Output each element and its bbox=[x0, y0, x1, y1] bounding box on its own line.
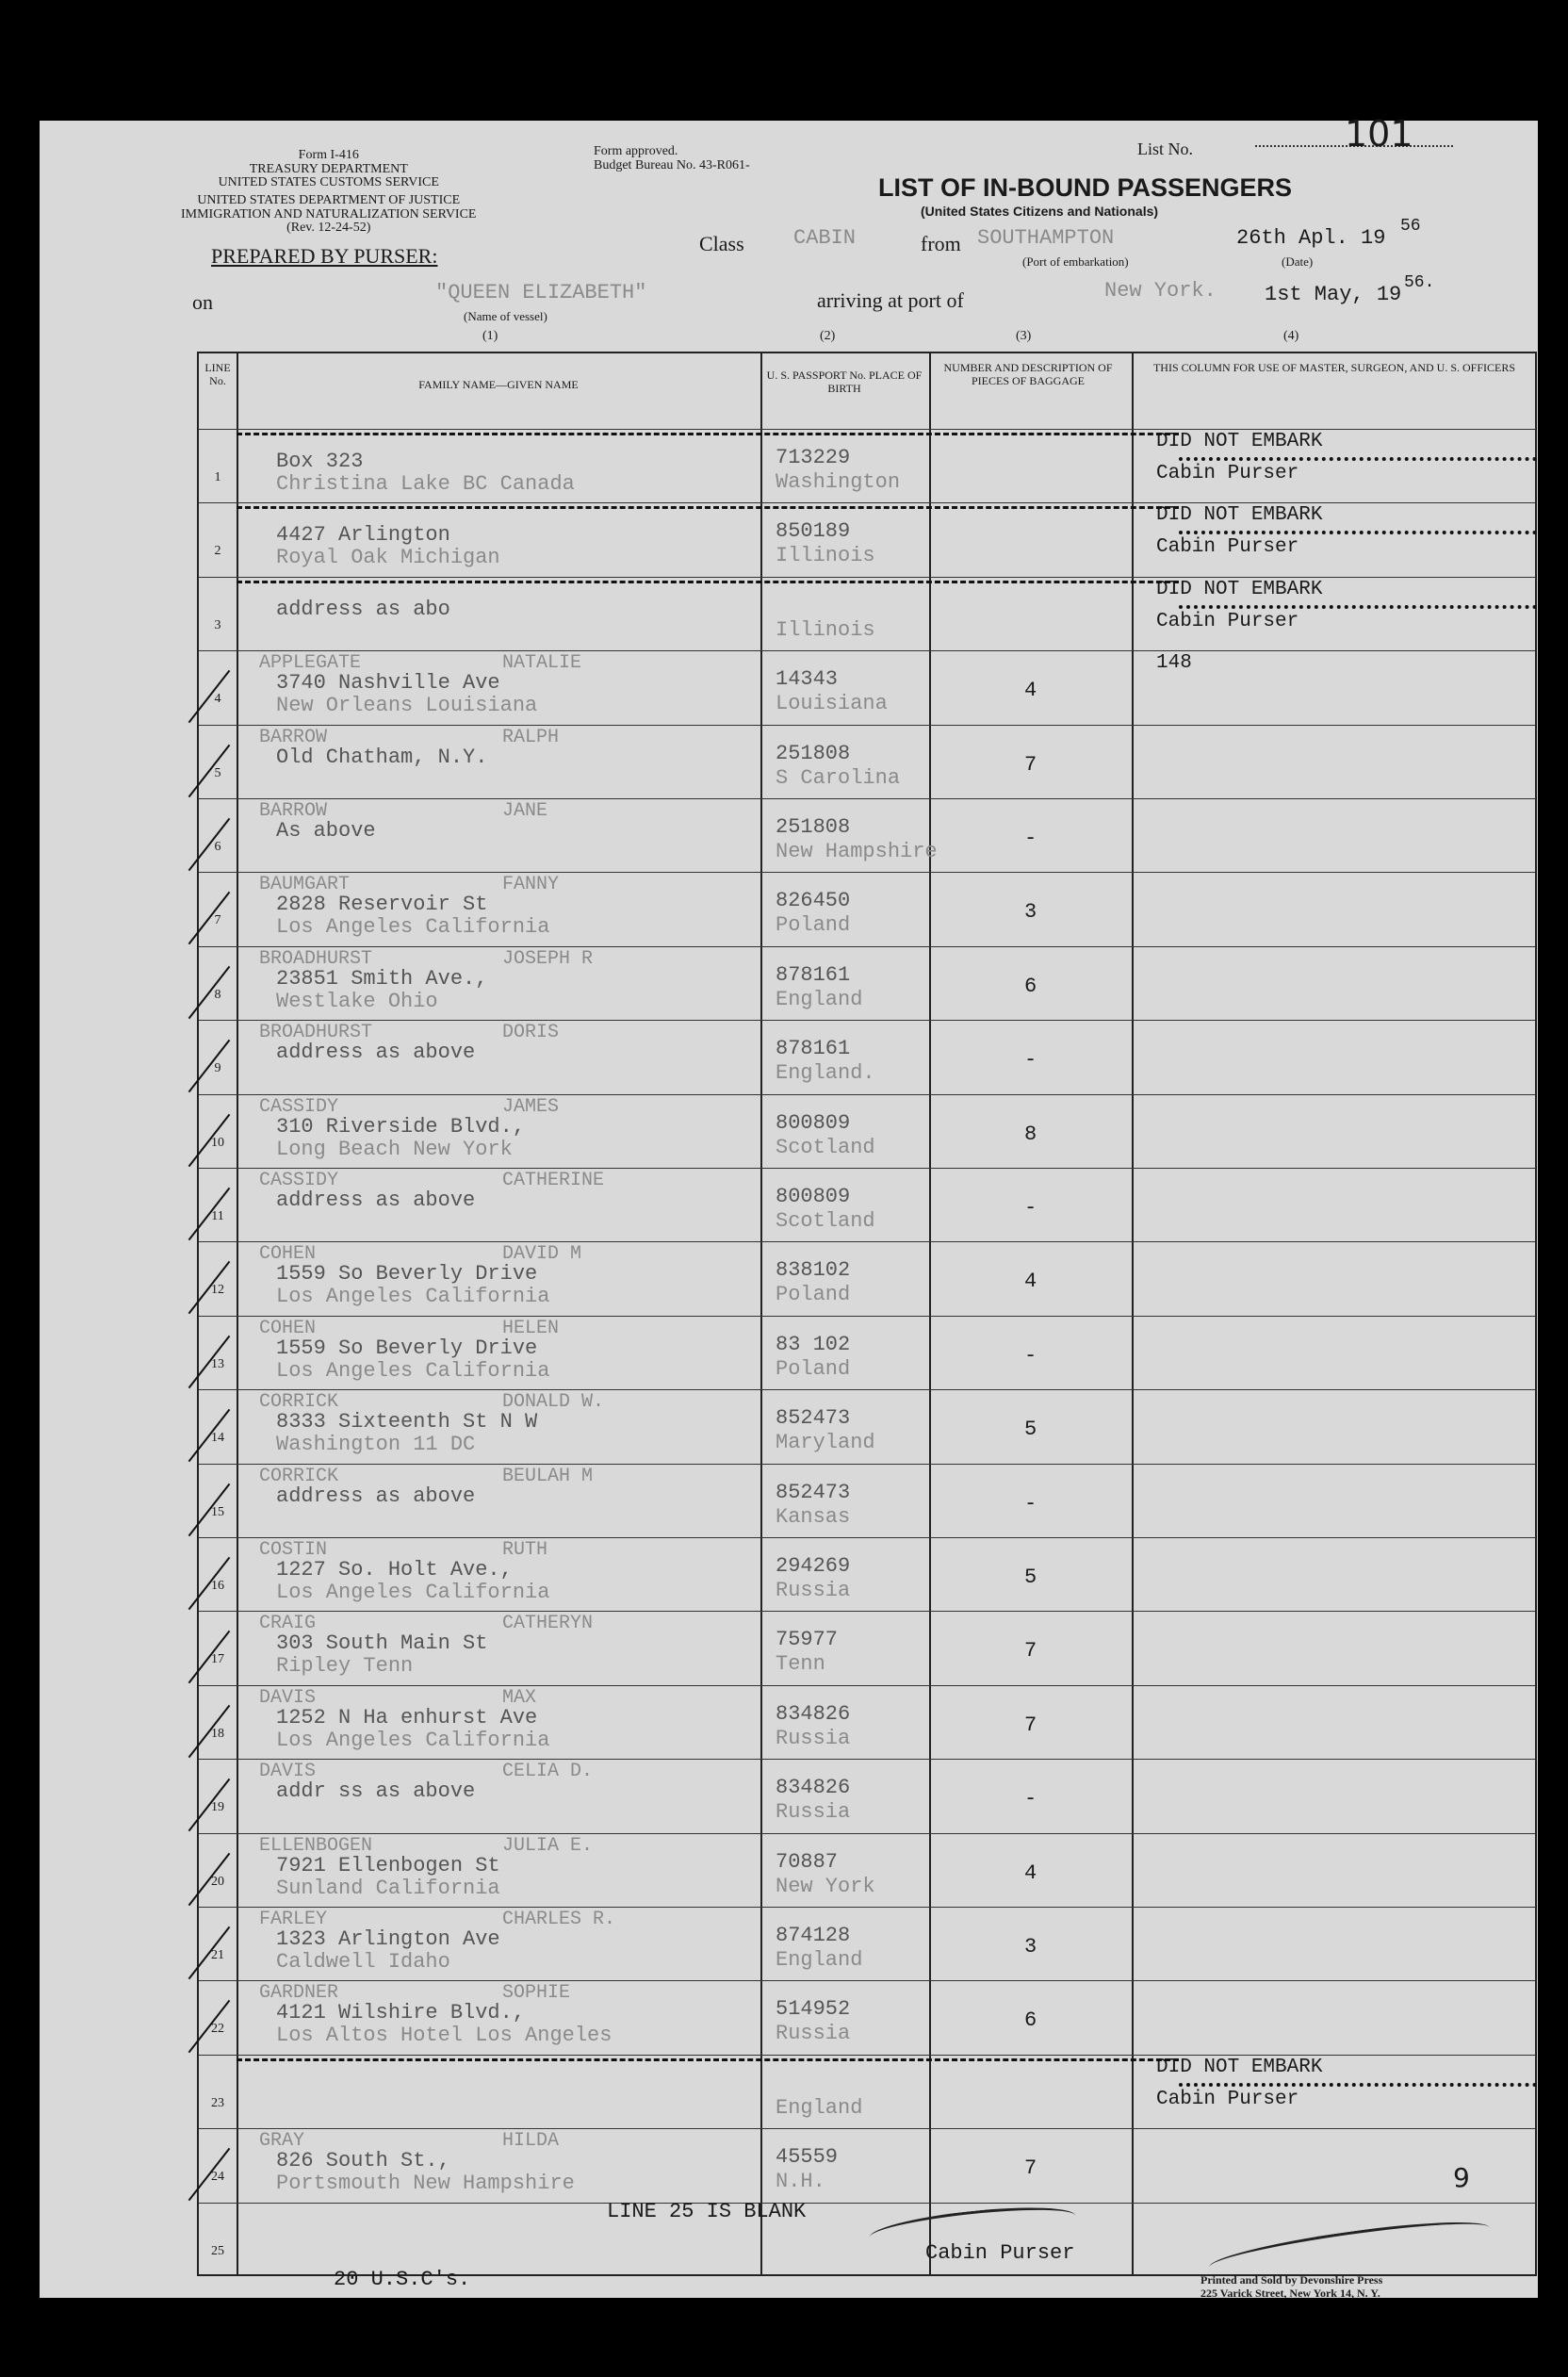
baggage-count: 5 bbox=[1024, 1566, 1037, 1589]
baggage-count: 7 bbox=[1024, 1639, 1037, 1664]
passenger-address: 310 Riverside Blvd., bbox=[276, 1114, 526, 1139]
place-of-birth: Tenn bbox=[776, 1652, 825, 1677]
passenger-city: Los Angeles California bbox=[276, 915, 550, 940]
passenger-address: address as above bbox=[276, 1041, 476, 1065]
passenger-given-name: DONALD W. bbox=[502, 1391, 605, 1414]
passenger-given-name: JULIA E. bbox=[502, 1834, 594, 1857]
on-label: on bbox=[192, 290, 213, 314]
line-number: 17 bbox=[211, 1652, 224, 1667]
line-number: 19 bbox=[211, 1800, 224, 1815]
baggage-count: 4 bbox=[1024, 1270, 1037, 1294]
passenger-given-name: DAVID M bbox=[502, 1243, 582, 1266]
column-divider bbox=[1132, 353, 1134, 2274]
row-rule bbox=[199, 1907, 1535, 1908]
row-rule bbox=[199, 798, 1535, 799]
row-rule bbox=[199, 1759, 1535, 1760]
passenger-given-name: JAMES bbox=[502, 1095, 560, 1118]
place-of-birth: New Hampshire bbox=[776, 840, 938, 863]
passenger-surname: CASSIDY bbox=[259, 1095, 339, 1118]
passenger-given-name: CATHERYN bbox=[502, 1613, 594, 1635]
passport-number: 834826 bbox=[776, 1701, 851, 1726]
officer-note: DID NOT EMBARK bbox=[1156, 2056, 1323, 2078]
row-rule bbox=[199, 1389, 1535, 1390]
strike-line bbox=[237, 506, 1179, 509]
strike-dots bbox=[1179, 457, 1537, 461]
passport-number: 826450 bbox=[776, 889, 851, 913]
column-number-4: (4) bbox=[1283, 329, 1299, 343]
strike-line bbox=[237, 581, 1179, 583]
document-subtitle: (United States Citizens and Nationals) bbox=[921, 204, 1159, 219]
place-of-birth: Illinois bbox=[776, 544, 875, 568]
justice-dept: UNITED STATES DEPARTMENT OF JUSTICE bbox=[197, 193, 461, 208]
passenger-address: 3740 Nashville Ave bbox=[276, 671, 500, 696]
printer-line-1: Printed and Sold by Devonshire Press bbox=[1200, 2273, 1383, 2287]
passenger-surname: GRAY bbox=[259, 2130, 305, 2153]
citizen-count: 20 U.S.C's. bbox=[334, 2268, 471, 2291]
passenger-city: Westlake Ohio bbox=[276, 989, 438, 1013]
arrival-year: 56. bbox=[1404, 273, 1435, 292]
column-divider bbox=[237, 353, 238, 2274]
line-number: 4 bbox=[214, 692, 221, 707]
passenger-city: Caldwell Idaho bbox=[276, 1950, 450, 1974]
passenger-address: Old Chatham, N.Y. bbox=[276, 745, 488, 769]
baggage-count: 3 bbox=[1024, 1935, 1037, 1959]
arrival-port: New York. bbox=[1104, 279, 1217, 303]
row-rule bbox=[199, 1537, 1535, 1538]
passenger-address: 4427 Arlington bbox=[276, 523, 450, 548]
column-number-3: (3) bbox=[1016, 329, 1032, 343]
passenger-address: 4121 Wilshire Blvd., bbox=[276, 2001, 526, 2025]
row-rule bbox=[199, 1168, 1535, 1169]
place-of-birth: Washington bbox=[776, 470, 901, 494]
line-number: 18 bbox=[211, 1726, 224, 1741]
line-number: 2 bbox=[214, 544, 221, 559]
column-number-2: (2) bbox=[820, 329, 836, 343]
passport-number: 83 102 bbox=[776, 1332, 851, 1356]
place-of-birth: Scotland bbox=[776, 1209, 875, 1233]
passenger-address: 1252 N Ha enhurst Ave bbox=[276, 1705, 538, 1729]
baggage-count: 8 bbox=[1024, 1122, 1037, 1146]
officer-note: DID NOT EMBARK bbox=[1156, 578, 1323, 600]
officer-note: 148 bbox=[1156, 652, 1192, 675]
place-of-birth: Poland bbox=[776, 1283, 851, 1307]
passenger-given-name: HILDA bbox=[502, 2130, 560, 2153]
column-number-1: (1) bbox=[482, 329, 498, 343]
passport-number: 852473 bbox=[776, 1480, 851, 1504]
passenger-city: New Orleans Louisiana bbox=[276, 694, 538, 718]
strike-dots bbox=[1179, 605, 1537, 609]
passenger-city: Los Angeles California bbox=[276, 1285, 550, 1309]
passport-number: 251808 bbox=[776, 815, 851, 839]
column-divider bbox=[929, 353, 931, 2274]
passenger-surname: BROADHURST bbox=[259, 1022, 373, 1044]
passport-number: 850189 bbox=[776, 519, 851, 544]
baggage-count: - bbox=[1024, 1196, 1037, 1220]
line-number: 22 bbox=[211, 2022, 224, 2037]
line-number: 11 bbox=[211, 1209, 224, 1223]
passport-number: 14343 bbox=[776, 667, 839, 692]
header-rule bbox=[199, 429, 1535, 430]
signature-title: Cabin Purser bbox=[925, 2241, 1075, 2265]
passport-number: 834826 bbox=[776, 1776, 851, 1800]
place-of-birth: Russia bbox=[776, 2022, 851, 2046]
passenger-given-name: RALPH bbox=[502, 726, 560, 748]
place-of-birth: Poland bbox=[776, 1356, 851, 1381]
passenger-city: Washington 11 DC bbox=[276, 1433, 476, 1457]
place-of-birth: Russia bbox=[776, 1579, 851, 1602]
passenger-given-name: NATALIE bbox=[502, 652, 582, 675]
place-of-birth: England bbox=[776, 987, 863, 1011]
baggage-count: 4 bbox=[1024, 679, 1037, 703]
row-rule bbox=[199, 650, 1535, 651]
passenger-address: 8333 Sixteenth St N W bbox=[276, 1410, 538, 1434]
passenger-address: 23851 Smith Ave., bbox=[276, 966, 488, 991]
passenger-address: 2828 Reservoir St bbox=[276, 893, 488, 917]
passenger-city: Los Altos Hotel Los Angeles bbox=[276, 2024, 612, 2048]
officer-note-signature: Cabin Purser bbox=[1156, 2088, 1299, 2110]
baggage-count: - bbox=[1024, 1343, 1037, 1368]
officer-note-signature: Cabin Purser bbox=[1156, 463, 1299, 484]
line-number: 10 bbox=[211, 1135, 224, 1150]
passenger-surname: FARLEY bbox=[259, 1909, 328, 1930]
arrival-date: 1st May, 19 bbox=[1265, 283, 1402, 306]
passenger-surname: COHEN bbox=[259, 1317, 317, 1339]
baggage-count: - bbox=[1024, 1048, 1037, 1073]
passenger-surname: CORRICK bbox=[259, 1391, 339, 1414]
place-of-birth: Russia bbox=[776, 1726, 851, 1750]
row-rule bbox=[199, 872, 1535, 873]
ins-service: IMMIGRATION AND NATURALIZATION SERVICE bbox=[181, 206, 477, 221]
passenger-city: Sunland California bbox=[276, 1876, 500, 1900]
row-rule bbox=[199, 725, 1535, 726]
line-number: 6 bbox=[214, 840, 221, 854]
line-number: 25 bbox=[211, 2243, 224, 2258]
passenger-city: Long Beach New York bbox=[276, 1137, 513, 1161]
passenger-surname: COHEN bbox=[259, 1243, 317, 1266]
baggage-count: - bbox=[1024, 1787, 1037, 1811]
row-rule bbox=[199, 2128, 1535, 2129]
baggage-count: 3 bbox=[1024, 900, 1037, 925]
officer-note: DID NOT EMBARK bbox=[1156, 504, 1323, 527]
line-number: 20 bbox=[211, 1874, 224, 1889]
passenger-address: 1559 So Beverly Drive bbox=[276, 1262, 538, 1287]
passport-number: 874128 bbox=[776, 1924, 851, 1947]
passenger-surname: CORRICK bbox=[259, 1465, 339, 1487]
passenger-address: As above bbox=[276, 819, 376, 843]
passenger-surname: DAVIS bbox=[259, 1686, 317, 1709]
row-rule bbox=[199, 2203, 1535, 2204]
row-rule bbox=[199, 1241, 1535, 1242]
passport-number: 514952 bbox=[776, 1997, 851, 2022]
line-number: 9 bbox=[214, 1061, 221, 1076]
passenger-surname: BAUMGART bbox=[259, 874, 351, 896]
header-name: FAMILY NAME—GIVEN NAME bbox=[418, 378, 579, 391]
officer-note: DID NOT EMBARK bbox=[1156, 431, 1323, 452]
line-number: 21 bbox=[211, 1948, 224, 1962]
embarkation-caption: (Port of embarkation) bbox=[1022, 254, 1129, 269]
class-value: CABIN bbox=[793, 226, 857, 250]
baggage-count: 7 bbox=[1024, 752, 1037, 777]
form-number: Form I-416 bbox=[298, 148, 359, 162]
line-number: 5 bbox=[214, 765, 221, 780]
printer-line-2: 225 Varick Street, New York 14, N. Y. bbox=[1200, 2287, 1380, 2300]
passport-number: 294269 bbox=[776, 1554, 851, 1578]
column-divider bbox=[760, 353, 762, 2274]
vessel-caption: (Name of vessel) bbox=[464, 309, 547, 323]
passenger-surname: APPLEGATE bbox=[259, 652, 362, 675]
row-rule bbox=[199, 2055, 1535, 2056]
passenger-given-name: JANE bbox=[502, 800, 548, 822]
prepared-by-purser: PREPARED BY PURSER: bbox=[211, 244, 438, 268]
vessel-name: "QUEEN ELIZABETH" bbox=[435, 281, 647, 304]
header-line-no: LINE No. bbox=[204, 361, 231, 388]
departure-year: 56 bbox=[1400, 217, 1421, 236]
baggage-count: 7 bbox=[1024, 2156, 1037, 2181]
passenger-address: address as above bbox=[276, 1188, 476, 1212]
passenger-city: Portsmouth New Hampshire bbox=[276, 2172, 575, 2196]
passenger-surname: COSTIN bbox=[259, 1539, 328, 1561]
passenger-city: Ripley Tenn bbox=[276, 1654, 414, 1679]
passenger-address: Box 323 bbox=[276, 450, 364, 473]
passenger-city: Christina Lake BC Canada bbox=[276, 472, 575, 496]
approval-note bbox=[594, 145, 750, 172]
row-rule bbox=[199, 1611, 1535, 1612]
passenger-given-name: CATHERINE bbox=[502, 1170, 605, 1191]
officer-note-signature: Cabin Purser bbox=[1156, 610, 1299, 632]
from-label: from bbox=[921, 232, 961, 255]
passenger-address: address as abo bbox=[276, 597, 450, 621]
passport-number: 852473 bbox=[776, 1406, 851, 1431]
baggage-count: - bbox=[1024, 827, 1037, 850]
row-rule bbox=[199, 577, 1535, 578]
passenger-address: 303 South Main St bbox=[276, 1631, 488, 1656]
passenger-list-page bbox=[40, 113, 1538, 2300]
date-caption: (Date) bbox=[1282, 254, 1314, 269]
line-number: 3 bbox=[214, 617, 221, 632]
place-of-birth: N.H. bbox=[776, 2170, 825, 2194]
passenger-given-name: HELEN bbox=[502, 1317, 560, 1339]
place-of-birth: New York bbox=[776, 1874, 875, 1898]
passport-number: 45559 bbox=[776, 2145, 839, 2170]
passenger-address: addr ss as above bbox=[276, 1779, 476, 1804]
officer-note-signature: Cabin Purser bbox=[1156, 536, 1299, 559]
strike-dots bbox=[1179, 2083, 1537, 2087]
passenger-given-name: CHARLES R. bbox=[502, 1909, 616, 1930]
place-of-birth: England bbox=[776, 2095, 863, 2120]
passenger-address: 1323 Arlington Ave bbox=[276, 1927, 500, 1951]
passenger-given-name: BEULAH M bbox=[502, 1465, 594, 1487]
from-value: SOUTHAMPTON bbox=[977, 226, 1115, 250]
form-header-agencies bbox=[181, 149, 476, 236]
passport-number: 878161 bbox=[776, 962, 851, 987]
passenger-address: address as above bbox=[276, 1484, 476, 1508]
baggage-count: 6 bbox=[1024, 2008, 1037, 2033]
line-number: 13 bbox=[211, 1356, 224, 1371]
place-of-birth: Scotland bbox=[776, 1135, 875, 1159]
line-number: 15 bbox=[211, 1504, 224, 1519]
row-rule bbox=[199, 1464, 1535, 1465]
row-rule bbox=[199, 1980, 1535, 1981]
budget-bureau: Budget Bureau No. 43-R061- bbox=[594, 157, 750, 172]
strike-line bbox=[237, 2058, 1179, 2061]
passenger-city: Los Angeles California bbox=[276, 1581, 550, 1604]
line-number: 23 bbox=[211, 2095, 224, 2110]
passenger-given-name: RUTH bbox=[502, 1539, 548, 1561]
passenger-city: Royal Oak Michigan bbox=[276, 546, 500, 570]
passport-number: 70887 bbox=[776, 1849, 839, 1874]
passenger-address: 7921 Ellenbogen St bbox=[276, 1853, 500, 1877]
place-of-birth: Louisiana bbox=[776, 692, 888, 716]
place-of-birth: Russia bbox=[776, 1800, 851, 1825]
passenger-given-name: MAX bbox=[502, 1686, 537, 1709]
passenger-surname: ELLENBOGEN bbox=[259, 1834, 373, 1857]
line-number: 8 bbox=[214, 987, 221, 1002]
line-number: 14 bbox=[211, 1431, 224, 1446]
passport-number: 838102 bbox=[776, 1258, 851, 1283]
passenger-address: 826 South St., bbox=[276, 2149, 450, 2173]
row-rule bbox=[199, 1094, 1535, 1095]
passenger-surname: GARDNER bbox=[259, 1982, 339, 2005]
row-rule bbox=[199, 1833, 1535, 1834]
passport-number: 713229 bbox=[776, 446, 851, 469]
passenger-address: 1227 So. Holt Ave., bbox=[276, 1558, 513, 1582]
passenger-city: Los Angeles California bbox=[276, 1728, 550, 1752]
customs-service: UNITED STATES CUSTOMS SERVICE bbox=[218, 175, 439, 190]
strike-dots bbox=[1179, 531, 1537, 534]
header-baggage: NUMBER AND DESCRIPTION OF PIECES OF BAGGAGE bbox=[943, 361, 1113, 388]
passport-number: 800809 bbox=[776, 1110, 851, 1135]
line-number: 1 bbox=[214, 470, 221, 484]
passport-number: 75977 bbox=[776, 1628, 839, 1652]
arriving-label: arriving at port of bbox=[817, 288, 964, 312]
baggage-count: 5 bbox=[1024, 1418, 1037, 1442]
list-number-value: 101 bbox=[1345, 113, 1413, 155]
passenger-given-name: SOPHIE bbox=[502, 1982, 571, 2005]
row-rule bbox=[199, 1020, 1535, 1021]
passenger-surname: CRAIG bbox=[259, 1613, 317, 1635]
passenger-given-name: FANNY bbox=[502, 874, 560, 896]
baggage-count: 6 bbox=[1024, 974, 1037, 998]
document-title: LIST OF IN-BOUND PASSENGERS bbox=[878, 173, 1293, 202]
row-rule bbox=[199, 1316, 1535, 1317]
class-label: Class bbox=[699, 232, 744, 255]
line-number: 24 bbox=[211, 2170, 224, 2185]
baggage-count: 4 bbox=[1024, 1861, 1037, 1885]
passport-number: 800809 bbox=[776, 1185, 851, 1208]
strike-line bbox=[237, 433, 1179, 435]
departure-date: 26th Apl. 19 bbox=[1236, 226, 1386, 250]
place-of-birth: Illinois bbox=[776, 617, 875, 642]
line-number: 7 bbox=[214, 913, 221, 928]
baggage-count: - bbox=[1024, 1491, 1037, 1516]
passenger-surname: DAVIS bbox=[259, 1761, 317, 1783]
row-rule bbox=[199, 946, 1535, 947]
baggage-count: 7 bbox=[1024, 1713, 1037, 1737]
place-of-birth: England. bbox=[776, 1061, 875, 1086]
passport-number: 251808 bbox=[776, 741, 851, 765]
passenger-city: Los Angeles California bbox=[276, 1358, 550, 1383]
line-number: 12 bbox=[211, 1283, 224, 1298]
place-of-birth: England bbox=[776, 1948, 863, 1972]
line-number: 16 bbox=[211, 1579, 224, 1593]
passenger-surname: BROADHURST bbox=[259, 947, 373, 970]
form-approved: Form approved. bbox=[594, 144, 678, 158]
list-number-label: List No. bbox=[1137, 139, 1194, 158]
passenger-surname: CASSIDY bbox=[259, 1170, 339, 1191]
header-officers: THIS COLUMN FOR USE OF MASTER, SURGEON, AND U. S. OFFICERS bbox=[1152, 361, 1516, 374]
passenger-surname: BARROW bbox=[259, 800, 328, 822]
passenger-address: 1559 So Beverly Drive bbox=[276, 1336, 538, 1360]
row-rule bbox=[199, 502, 1535, 503]
place-of-birth: Kansas bbox=[776, 1504, 851, 1529]
place-of-birth: Poland bbox=[776, 913, 851, 938]
passenger-given-name: JOSEPH R bbox=[502, 947, 594, 970]
passenger-surname: BARROW bbox=[259, 726, 328, 748]
form-revision: (Rev. 12-24-52) bbox=[286, 221, 371, 236]
place-of-birth: Maryland bbox=[776, 1431, 875, 1455]
officer-annotation: 9 bbox=[1453, 2162, 1470, 2193]
header-passport: U. S. PASSPORT No. PLACE OF BIRTH bbox=[766, 369, 923, 396]
passenger-given-name: CELIA D. bbox=[502, 1761, 594, 1783]
passport-number: 878161 bbox=[776, 1037, 851, 1061]
blank-line-note: LINE 25 IS BLANK bbox=[607, 2200, 807, 2223]
treasury-dept: TREASURY DEPARTMENT bbox=[249, 161, 408, 176]
passenger-given-name: DORIS bbox=[502, 1022, 560, 1044]
passenger-table bbox=[197, 352, 1537, 2276]
row-rule bbox=[199, 1685, 1535, 1686]
place-of-birth: S Carolina bbox=[776, 765, 901, 790]
